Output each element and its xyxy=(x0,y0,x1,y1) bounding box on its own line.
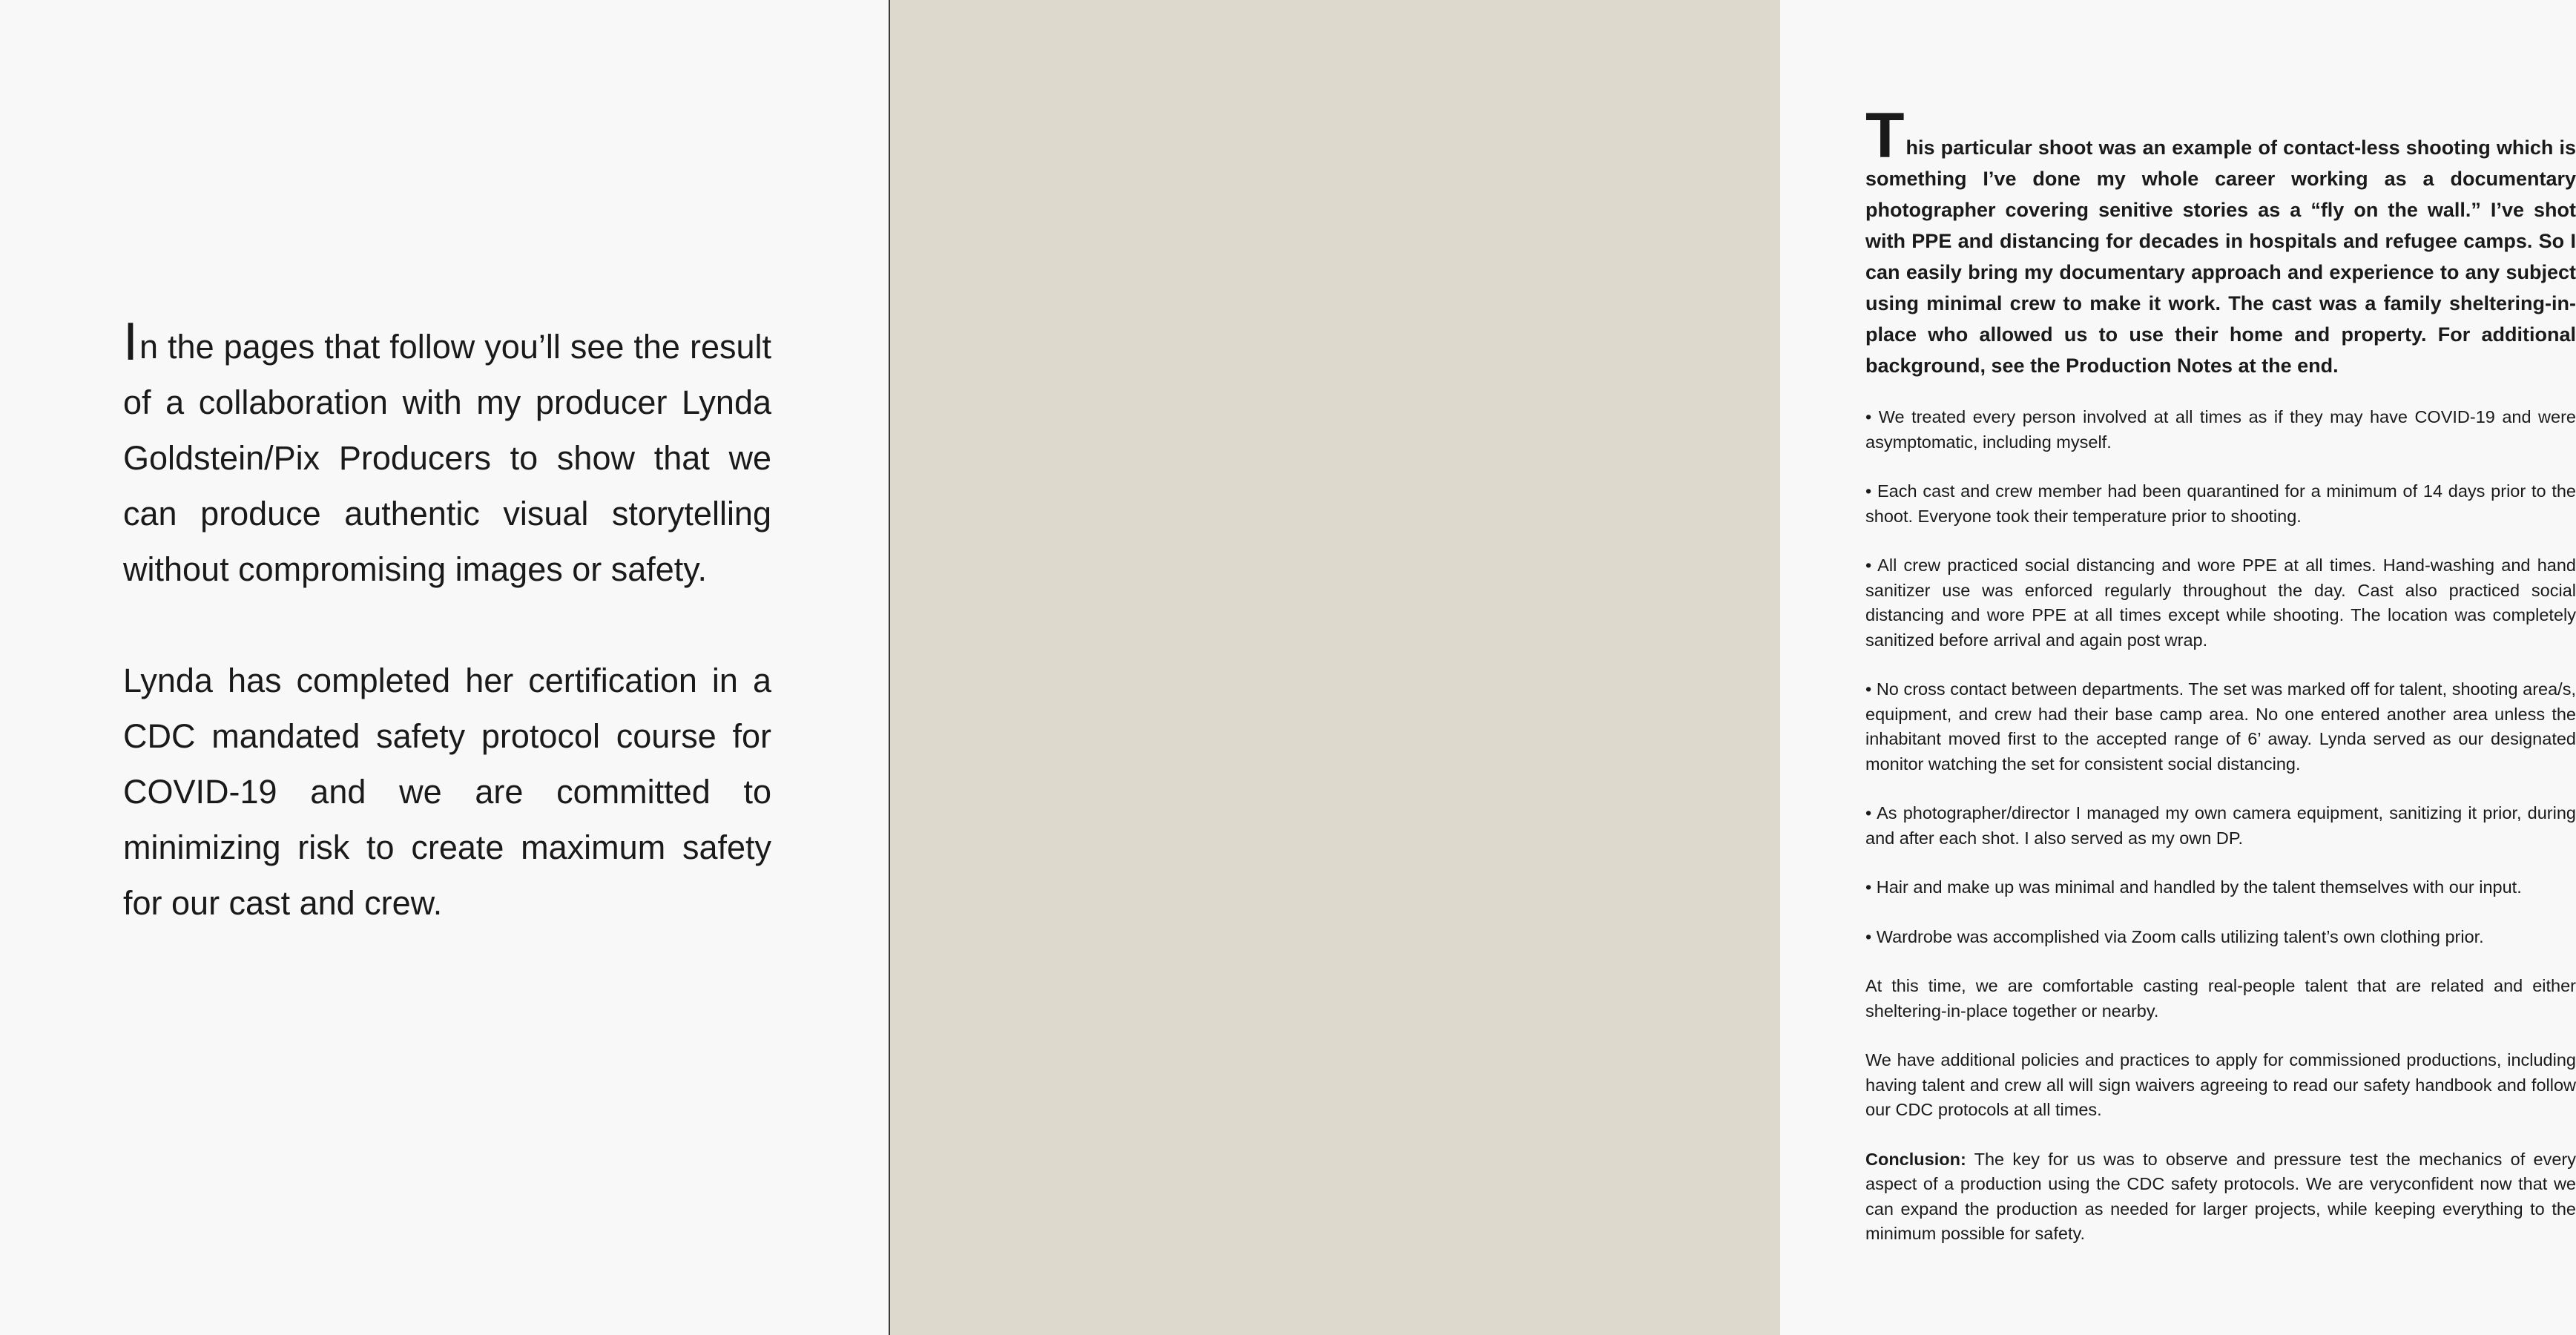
drop-cap: T xyxy=(1865,100,1905,171)
conclusion-text: The key for us was to observe and pressure test the mechanics of every aspect of a production using the CDC safety protocols. We are veryconfident now that we can expand the production as needed for larger projects, while keeping everything to the minimum possible for safety. xyxy=(1865,1149,2576,1243)
intro-text: his particular shoot was an example of contact-less shooting which is something I’ve done my whole career working as a documentary photographer covering senitive stories as a “fly on the wall.” I’ve shot with PPE and distancing for decades in hospitals and refugee camps. So I can easily bring my documentary approach and experience to any subject using minimal crew to make it work. The cast was a family sheltering-in-place who allowed us to use their home and property. For additional background, see the Production Notes at the end. xyxy=(1865,136,2576,377)
bullet-item: • No cross contact between departments. The set was marked off for talent, shooting area/s, equipment, and crew had their base camp area. No one entered another area unless the inhabitant moved first to the accepted range of 6’ away. Lynda served as our designated monitor watching the set for consistent social distancing. xyxy=(1865,679,2576,774)
bullet-item: • Wardrobe was accomplished via Zoom calls utilizing talent’s own clothing prior. xyxy=(1865,926,2484,946)
right-page xyxy=(890,0,2576,1335)
collaboration-text: n the pages that follow you’ll see the result of a collaboration with my producer Lynda Goldstein/Pix Producers to show that we can produce authentic visual storytelling without compromising images or safety. xyxy=(123,328,771,588)
bullet-item: • Each cast and crew member had been quarantined for a minimum of 14 days prior to the shoot. Everyone took their temperature prior to shooting. xyxy=(1865,481,2576,526)
conclusion-label: Conclusion: xyxy=(1865,1149,1966,1169)
conclusion-paragraph xyxy=(1865,1147,2576,1247)
bullet-item: • We treated every person involved at all times as if they may have COVID-19 and were asymptomatic, including myself. xyxy=(1865,407,2576,452)
bullet-item: • As photographer/director I managed my own camera equipment, sanitizing it prior, during and after each shot. I also served as my own DP. xyxy=(1865,803,2576,848)
collaboration-paragraph xyxy=(123,312,771,597)
bullet-item: • Hair and make up was minimal and handled by the talent themselves with our input. xyxy=(1865,877,2522,897)
right-page-text xyxy=(1865,100,2576,1271)
left-page-text xyxy=(123,312,771,931)
casting-paragraph: At this time, we are comfortable casting real-people talent that are related and either sheltering-in-place together or nearby. xyxy=(1865,976,2576,1021)
drop-cap: I xyxy=(123,312,139,372)
policies-paragraph: We have additional policies and practices to apply for commissioned productions, including having talent and crew all will sign waivers agreeing to read our safety handbook and follow our CDC protocols at all times. xyxy=(1865,1050,2576,1119)
left-page xyxy=(0,0,889,1335)
certification-paragraph: Lynda has completed her certification in a CDC mandated safety protocol course for COVID-19 and we are committed to minimizing risk to create maximum safety for our cast and crew. xyxy=(123,662,771,922)
intro-paragraph xyxy=(1865,100,2576,381)
bullet-item: • All crew practiced social distancing and wore PPE at all times. Hand-washing and hand sanitizer use was enforced regularly throughout the day. Cast also practiced social distancing and wore PPE at all times except while shooting. The location was completely sanitized before arrival and again post wrap. xyxy=(1865,556,2576,650)
